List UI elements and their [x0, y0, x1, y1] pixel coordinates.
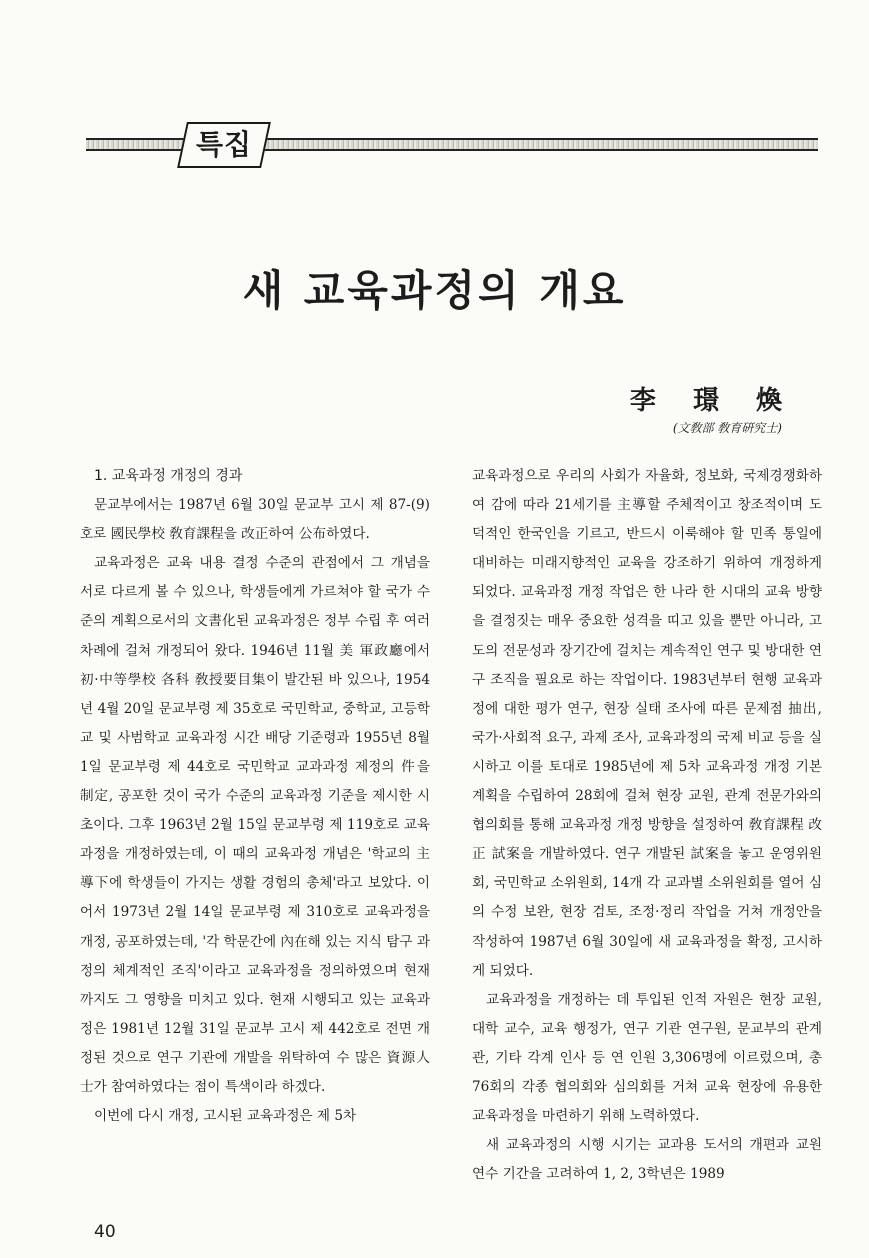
banner-rule-left — [86, 138, 184, 151]
paragraph: 문교부에서는 1987년 6월 30일 문교부 고시 제 87-(9)호로 國民學校 敎育課程을 改正하여 公布하였다. — [80, 497, 430, 543]
paragraph: 교육과정은 교육 내용 결정 수준의 관점에서 그 개념을 서로 다르게 볼 수 있으나, 학생들에게 가르쳐야 할 국가 수준의 계획으로서의 文書化된 교육과정은 정부 수립 후 여러 차례에 걸쳐 개정되어 왔다. 1946년 11월 美 軍政廳에서 初·中等學校 各科 敎授要目集이 발간된 바 있으나, 1954년 4월 20일 문교부령 제 35호로 국민학교, 중학교, 고등학교 및 사범학교 교육과정 시간 배당 기준령과 1955년 8월 1일 문교부령 제 44호로 국민학교 교과과정 제정의 件을 制定, 공포한 것이 국가 수준의 교육과정 기준을 제시한 시초이다. 그후 1963년 2월 15일 문교부령 제 119호로 교육과정을 개정하였는데, 이 때의 교육과정 개념은 '학교의 主導下에 학생들이 가지는 생활 경험의 총체'라고 보았다. 이어서 1973년 2월 14일 문교부령 제 310호로 교육과정을 개정, 공포하였는데, '각 학문간에 內在해 있는 지식 탐구 과정의 체계적인 조직'이라고 교육과정을 정의하였으며 현재까지도 그 영향을 미치고 있다. 현재 시행되고 있는 교육과정은 1981년 12월 31일 문교부 고시 제 442호로 전면 개정된 것으로 연구 기관에 개발을 위탁하여 수 많은 資源人士가 참여하였다는 점이 특색이라 하겠다. — [80, 555, 430, 1095]
left-column — [80, 462, 430, 1131]
article-title: 새 교육과정의 개요 — [242, 266, 627, 315]
feature-banner — [86, 118, 818, 168]
banner-rule-right — [256, 138, 818, 151]
right-column — [472, 462, 822, 1189]
author-name: 李 璟 煥 — [629, 386, 796, 416]
page-number: 40 — [94, 1222, 116, 1242]
section-heading: 1. 교육과정 개정의 경과 — [94, 468, 243, 484]
paragraph: 교육과정으로 우리의 사회가 자율화, 정보화, 국제경쟁화하여 감에 따라 21세기를 主導할 주체적이고 창조적이며 도덕적인 한국인을 기르고, 반드시 이룩해야 할 민족 통일에 대비하는 미래지향적인 교육을 강조하기 위하여 개정하게 되었다. 교육과정 개정 작업은 한 나라 한 시대의 교육 방향을 결정짓는 매우 중요한 성격을 띠고 있을 뿐만 아니라, 고도의 전문성과 장기간에 걸치는 계속적인 연구 및 방대한 연구 조직을 필요로 하는 작업이다. 1983년부터 현행 교육과정에 대한 평가 연구, 현장 실태 조사에 따른 문제점 抽出, 국가·사회적 요구, 과제 조사, 교육과정의 국제 비교 등을 실시하고 이를 토대로 1985년에 제 5차 교육과정 개정 기본 계획을 수립하여 28회에 걸쳐 현장 교원, 관계 전문가와의 협의회를 통해 교육과정 개정 방향을 설정하여 敎育課程 改正 試案을 개발하였다. 연구 개발된 試案을 놓고 운영위원회, 국민학교 소위원회, 14개 각 교과별 소위원회를 열어 심의 수정 보완, 현장 검토, 조정·정리 작업을 거쳐 개정안을 작성하여 1987년 6월 30일에 새 교육과정을 확정, 고시하게 되었다. — [472, 468, 822, 979]
author-block — [629, 380, 796, 436]
author-affiliation: (文敎部 敎育硏究士) — [672, 421, 782, 435]
paragraph: 이번에 다시 개정, 고시된 교육과정은 제 5차 — [94, 1108, 357, 1125]
paragraph: 새 교육과정의 시행 시기는 교과용 도서의 개편과 교원 연수 기간을 고려하여 1, 2, 3학년은 1989 — [472, 1137, 822, 1183]
feature-tag — [177, 122, 271, 168]
feature-tag-label: 특집 — [195, 128, 253, 161]
paragraph: 교육과정을 개정하는 데 투입된 인적 자원은 현장 교원, 대학 교수, 교육 행정가, 연구 기관 연구원, 문교부의 관계관, 기타 각계 인사 등 연 인원 3,306명에 이르렀으며, 총 76회의 각종 협의회와 심의회를 거쳐 교육 현장에 유용한 교육과정을 마련하기 위해 노력하였다. — [472, 991, 822, 1125]
